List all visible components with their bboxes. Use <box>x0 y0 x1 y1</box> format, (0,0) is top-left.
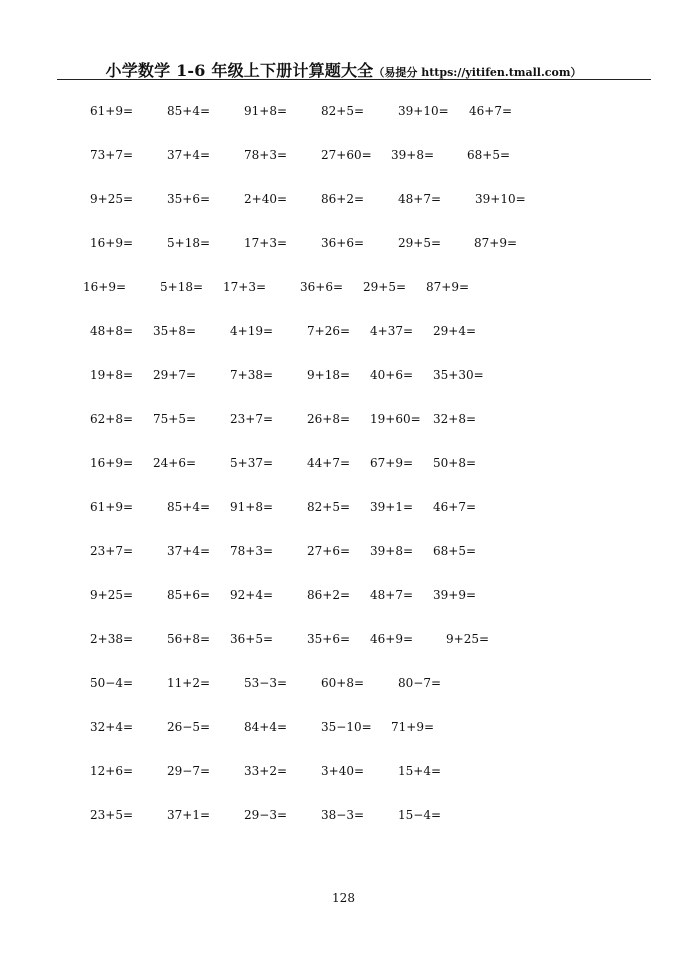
problem-row <box>0 189 687 209</box>
problem: 7+38= <box>230 368 274 382</box>
problem: 5+37= <box>230 456 274 470</box>
problem-row <box>0 409 687 429</box>
problem: 48+7= <box>398 192 442 206</box>
problem-row <box>0 101 687 121</box>
problem-row <box>0 497 687 517</box>
problem: 39+9= <box>433 588 477 602</box>
problem: 27+60= <box>321 148 372 162</box>
problem: 9+25= <box>446 632 490 646</box>
problem: 5+18= <box>160 280 204 294</box>
problem: 23+5= <box>90 808 134 822</box>
problem: 4+37= <box>370 324 414 338</box>
problem: 84+4= <box>244 720 288 734</box>
problem: 39+8= <box>370 544 414 558</box>
problem: 32+4= <box>90 720 134 734</box>
problem: 86+2= <box>321 192 365 206</box>
problem: 5+18= <box>167 236 211 250</box>
problem: 91+8= <box>244 104 288 118</box>
problem: 85+4= <box>167 104 211 118</box>
problem: 27+6= <box>307 544 351 558</box>
problem: 80−7= <box>398 676 442 690</box>
problem: 61+9= <box>90 104 134 118</box>
problem: 32+8= <box>433 412 477 426</box>
problem: 2+40= <box>244 192 288 206</box>
problem: 68+5= <box>433 544 477 558</box>
problem: 23+7= <box>90 544 134 558</box>
problem: 19+60= <box>370 412 421 426</box>
problem-row <box>0 585 687 605</box>
problem: 78+3= <box>244 148 288 162</box>
problem: 71+9= <box>391 720 435 734</box>
problem: 19+8= <box>90 368 134 382</box>
problem-row <box>0 673 687 693</box>
problem: 35+8= <box>153 324 197 338</box>
problem: 15−4= <box>398 808 442 822</box>
problem: 17+3= <box>244 236 288 250</box>
page-title: 小学数学 1-6 年级上下册计算题大全 <box>105 61 374 80</box>
problem: 7+26= <box>307 324 351 338</box>
problem: 29+5= <box>363 280 407 294</box>
problem: 9+25= <box>90 588 134 602</box>
problem-row <box>0 629 687 649</box>
problem: 87+9= <box>474 236 518 250</box>
problem: 24+6= <box>153 456 197 470</box>
problem: 36+5= <box>230 632 274 646</box>
problem: 26+8= <box>307 412 351 426</box>
page-number: 128 <box>332 891 355 905</box>
problem: 16+9= <box>90 236 134 250</box>
problem: 62+8= <box>90 412 134 426</box>
problem-row <box>0 541 687 561</box>
problem-row <box>0 453 687 473</box>
problem: 75+5= <box>153 412 197 426</box>
problem-row <box>0 233 687 253</box>
problem: 35+6= <box>307 632 351 646</box>
problem: 46+9= <box>370 632 414 646</box>
problem: 78+3= <box>230 544 274 558</box>
problem: 11+2= <box>167 676 211 690</box>
problem: 50−4= <box>90 676 134 690</box>
problem: 29+4= <box>433 324 477 338</box>
problem: 29+5= <box>398 236 442 250</box>
problem: 73+7= <box>90 148 134 162</box>
problem: 87+9= <box>426 280 470 294</box>
problem: 38−3= <box>321 808 365 822</box>
problem: 16+9= <box>83 280 127 294</box>
problem: 48+8= <box>90 324 134 338</box>
problem: 82+5= <box>307 500 351 514</box>
problem: 36+6= <box>300 280 344 294</box>
problem: 48+7= <box>370 588 414 602</box>
problem: 37+4= <box>167 544 211 558</box>
problem: 85+4= <box>167 500 211 514</box>
problem: 46+7= <box>433 500 477 514</box>
problem: 37+1= <box>167 808 211 822</box>
problem: 39+10= <box>398 104 449 118</box>
problem: 50+8= <box>433 456 477 470</box>
problem-row <box>0 321 687 341</box>
problem: 37+4= <box>167 148 211 162</box>
problem: 17+3= <box>223 280 267 294</box>
problem: 26−5= <box>167 720 211 734</box>
problem: 35+30= <box>433 368 484 382</box>
problem: 68+5= <box>467 148 511 162</box>
problem-row <box>0 365 687 385</box>
problem: 39+8= <box>391 148 435 162</box>
problem: 36+6= <box>321 236 365 250</box>
problem: 9+18= <box>307 368 351 382</box>
problem: 9+25= <box>90 192 134 206</box>
header-note: （易提分 https://yitifen.tmall.com） <box>373 66 582 79</box>
problem: 3+40= <box>321 764 365 778</box>
problem: 44+7= <box>307 456 351 470</box>
problem: 46+7= <box>469 104 513 118</box>
problem: 2+38= <box>90 632 134 646</box>
problem: 23+7= <box>230 412 274 426</box>
problem: 53−3= <box>244 676 288 690</box>
problem-row <box>0 761 687 781</box>
problem: 86+2= <box>307 588 351 602</box>
problem: 92+4= <box>230 588 274 602</box>
problem: 85+6= <box>167 588 211 602</box>
problem-row <box>0 145 687 165</box>
problem: 33+2= <box>244 764 288 778</box>
problem-row <box>0 805 687 825</box>
problem: 67+9= <box>370 456 414 470</box>
problem: 39+10= <box>475 192 526 206</box>
problem: 12+6= <box>90 764 134 778</box>
problem: 35+6= <box>167 192 211 206</box>
problem: 39+1= <box>370 500 414 514</box>
problem: 4+19= <box>230 324 274 338</box>
problem: 29−3= <box>244 808 288 822</box>
problem-row <box>0 277 687 297</box>
problem: 29−7= <box>167 764 211 778</box>
problem: 40+6= <box>370 368 414 382</box>
problem: 56+8= <box>167 632 211 646</box>
problem: 91+8= <box>230 500 274 514</box>
problem: 60+8= <box>321 676 365 690</box>
problem: 61+9= <box>90 500 134 514</box>
problem: 82+5= <box>321 104 365 118</box>
problem: 29+7= <box>153 368 197 382</box>
problem: 35−10= <box>321 720 372 734</box>
problem: 15+4= <box>398 764 442 778</box>
problem: 16+9= <box>90 456 134 470</box>
problem-row <box>0 717 687 737</box>
